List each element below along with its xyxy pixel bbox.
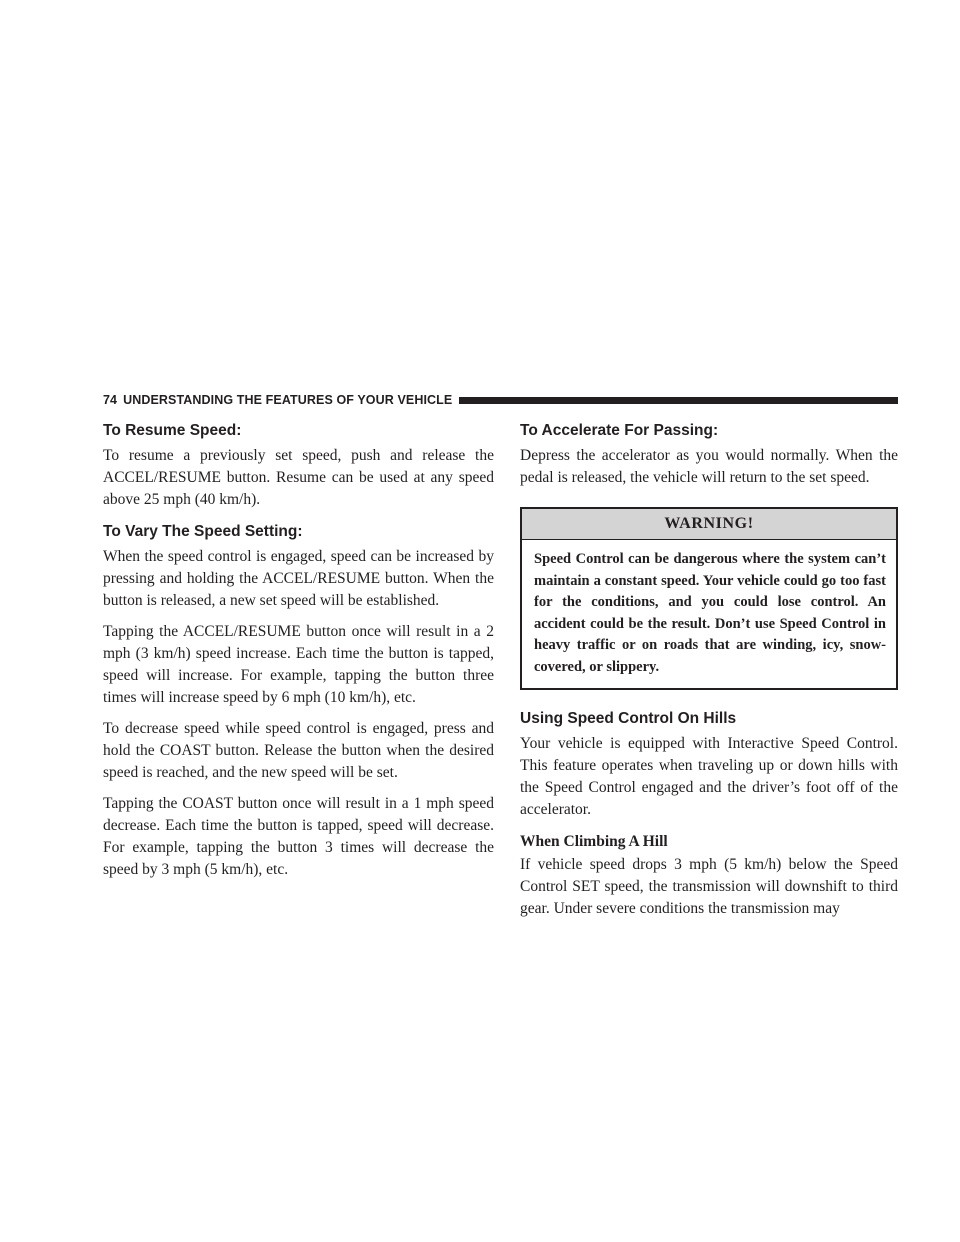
vary-speed-paragraph-4: Tapping the COAST button once will result in a 1 mph speed decrease. Each time the button is tapped, speed will decrease. For example, tapping the button 3 times will decrease the speed by 3 mph (5 km/h), etc. [103, 795, 494, 878]
section-title: UNDERSTANDING THE FEATURES OF YOUR VEHICLE [123, 393, 453, 407]
hills-heading: Using Speed Control On Hills [520, 710, 737, 727]
vary-speed-paragraph-3: To decrease speed while speed control is engaged, press and hold the COAST button. Release the button when the desired speed is reached, and the new speed will be set. [103, 720, 494, 781]
hills-body: Your vehicle is equipped with Interactive Speed Control. This feature operates when traveling up or down hills with the Speed Control engaged and the driver’s foot off of the accelerator. [520, 735, 898, 818]
climbing-hill-body: If vehicle speed drops 3 mph (5 km/h) below the Speed Control SET speed, the transmission will downshift to third gear. Under severe conditions the transmission may [520, 856, 898, 917]
warning-title: WARNING! [522, 509, 896, 540]
warning-body: Speed Control can be dangerous where the system can’t maintain a constant speed. Your vehicle could go too fast for the conditions, and you could lose control. An accident could be the result. Don’t use Speed Control in heavy traffic or on roads that are winding, icy, snow-covered, or slippery. [534, 551, 886, 675]
accelerate-passing-heading: To Accelerate For Passing: [520, 422, 719, 439]
page-header [103, 390, 898, 410]
page-number: 74 [103, 393, 118, 407]
warning-box [520, 507, 898, 690]
climbing-hill-heading: When Climbing A Hill [520, 833, 668, 850]
resume-speed-heading: To Resume Speed: [103, 422, 242, 439]
vary-speed-paragraph-1: When the speed control is engaged, speed can be increased by pressing and holding the ACCEL/RESUME button. When the button is released, a new set speed will be established. [103, 548, 494, 609]
accelerate-passing-body: Depress the accelerator as you would normally. When the pedal is released, the vehicle will return to the set speed. [520, 447, 898, 486]
vary-speed-paragraph-2: Tapping the ACCEL/RESUME button once will result in a 2 mph (3 km/h) speed increase. Each time the button is tapped, speed will increase. For example, tapping the button three times will increase speed by 6 mph (10 km/h), etc. [103, 623, 494, 706]
left-column [103, 420, 494, 881]
vary-speed-heading: To Vary The Speed Setting: [103, 523, 303, 540]
right-column [520, 420, 898, 920]
header-rule [459, 397, 898, 404]
resume-speed-body: To resume a previously set speed, push and release the ACCEL/RESUME button. Resume can be used at any speed above 25 mph (40 km/h). [103, 447, 494, 508]
